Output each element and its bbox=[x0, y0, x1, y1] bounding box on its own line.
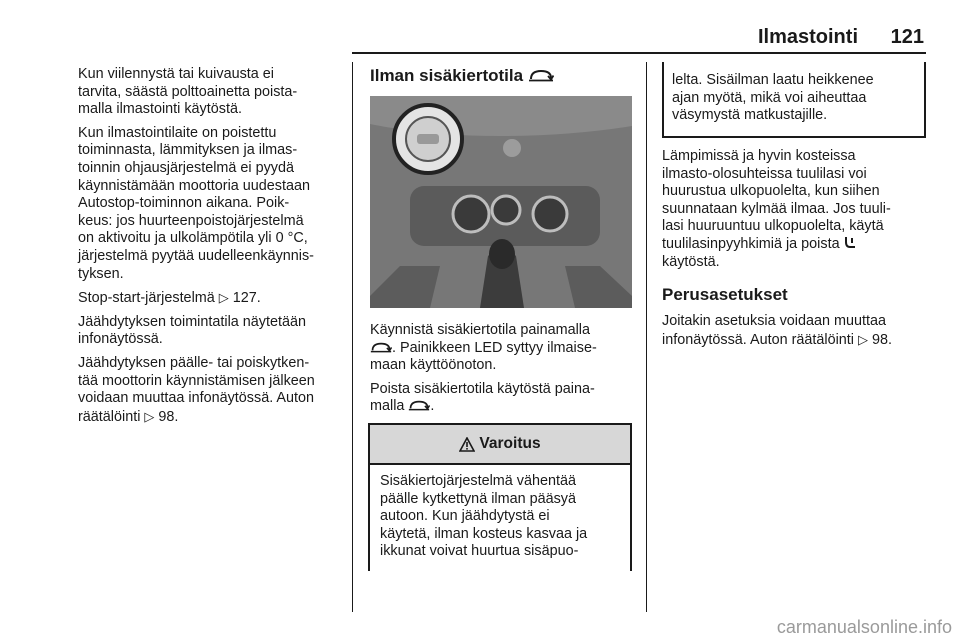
paragraph: Joitakin asetuksia voidaan muuttaa infonäytössä. Auton räätälöinti ▷ 98. bbox=[662, 313, 893, 348]
paragraph: Stop-start-järjestelmä ▷ 127. bbox=[78, 290, 261, 307]
paragraph: Kun ilmastointilaite on poistettu toiminnasta, lämmityksen ja ilmas- toinnin ohjausjärjestelmä ei pyydä käynnistämään moottoria uudestaan Autostop-toiminnon aikana. Poik- keus: jos huurteenpoistojärjestelmä on aktivoitu ja ulkolämpötila yli 0 °C, järjestelmä pyytää uudelleenkäynnis- tyksen. bbox=[78, 124, 314, 282]
cross-reference-arrow-icon: ▷ bbox=[218, 290, 229, 306]
cross-reference-arrow-icon: ▷ bbox=[858, 331, 869, 347]
column-divider bbox=[352, 62, 353, 612]
page-number: 121 bbox=[890, 26, 924, 48]
cross-reference-arrow-icon: ▷ bbox=[144, 408, 155, 424]
warning-title: Varoitus bbox=[479, 435, 541, 452]
climate-control-photo bbox=[370, 96, 632, 308]
paragraph: Lämpimissä ja hyvin kosteissa ilmasto-olosuhteissa tuulilasi voi huurustua ulkopuolelta, kun siihen suunnataan kylmää ilmaa. Jos tuuli- lasi huuruuntuu ulkopuolelta, käytä tuulilasinpyyhkimiä ja poista käytöstä. bbox=[662, 148, 891, 270]
left-column bbox=[78, 66, 344, 432]
watermark: carmanualsonline.info bbox=[776, 617, 952, 637]
recirculation-icon bbox=[528, 68, 554, 82]
warning-body: Sisäkiertojärjestelmä vähentää päälle kytkettynä ilman pääsyä autoon. Kun jäähdytystä ei käytetä, ilman kosteus kasvaa ja ikkunat voivat huurtua sisäpuo- bbox=[380, 473, 588, 560]
paragraph: Jäähdytyksen toimintatila näytetään infonäytössä. bbox=[78, 313, 306, 348]
warning-continuation-box: lelta. Sisäilman laatu heikkenee ajan myötä, mikä voi aiheuttaa väsymystä matkustajille. bbox=[662, 62, 926, 138]
page-header bbox=[352, 24, 926, 54]
page-reference-link[interactable]: 98. bbox=[872, 331, 893, 348]
section-heading: Perusasetukset bbox=[662, 285, 788, 305]
page-reference-link[interactable]: 98. bbox=[158, 408, 179, 425]
recirculation-icon bbox=[370, 341, 392, 353]
section-heading: Ilman sisäkiertotila bbox=[370, 66, 636, 86]
warning-header bbox=[370, 425, 630, 465]
paragraph: Käynnistä sisäkiertotila painamalla . Painikkeen LED syttyy ilmaise- maan käyttöönoton. bbox=[370, 322, 597, 374]
paragraph: Kun viilennystä tai kuivausta ei tarvita, säästä polttoainetta poista- malla ilmastointi käytöstä. bbox=[78, 66, 298, 118]
right-column bbox=[662, 148, 928, 355]
dashboard-illustration bbox=[370, 96, 632, 308]
paragraph: Jäähdytyksen päälle- tai poiskytken- tää moottorin käynnistämisen jälkeen voidaan muuttaa infonäytössä. Auton räätälöinti ▷ 98. bbox=[78, 354, 315, 425]
middle-column bbox=[370, 322, 636, 422]
paragraph: Poista sisäkiertotila käytöstä paina- malla . bbox=[370, 380, 595, 415]
middle-heading-wrap bbox=[370, 66, 636, 86]
warning-triangle-icon bbox=[459, 437, 475, 452]
page-reference-link[interactable]: 127. bbox=[232, 290, 261, 307]
ac-icon bbox=[844, 236, 856, 249]
recirculation-icon bbox=[408, 399, 430, 411]
column-divider bbox=[646, 62, 647, 612]
page-title: Ilmastointi bbox=[757, 26, 858, 48]
warning-box bbox=[368, 423, 632, 571]
